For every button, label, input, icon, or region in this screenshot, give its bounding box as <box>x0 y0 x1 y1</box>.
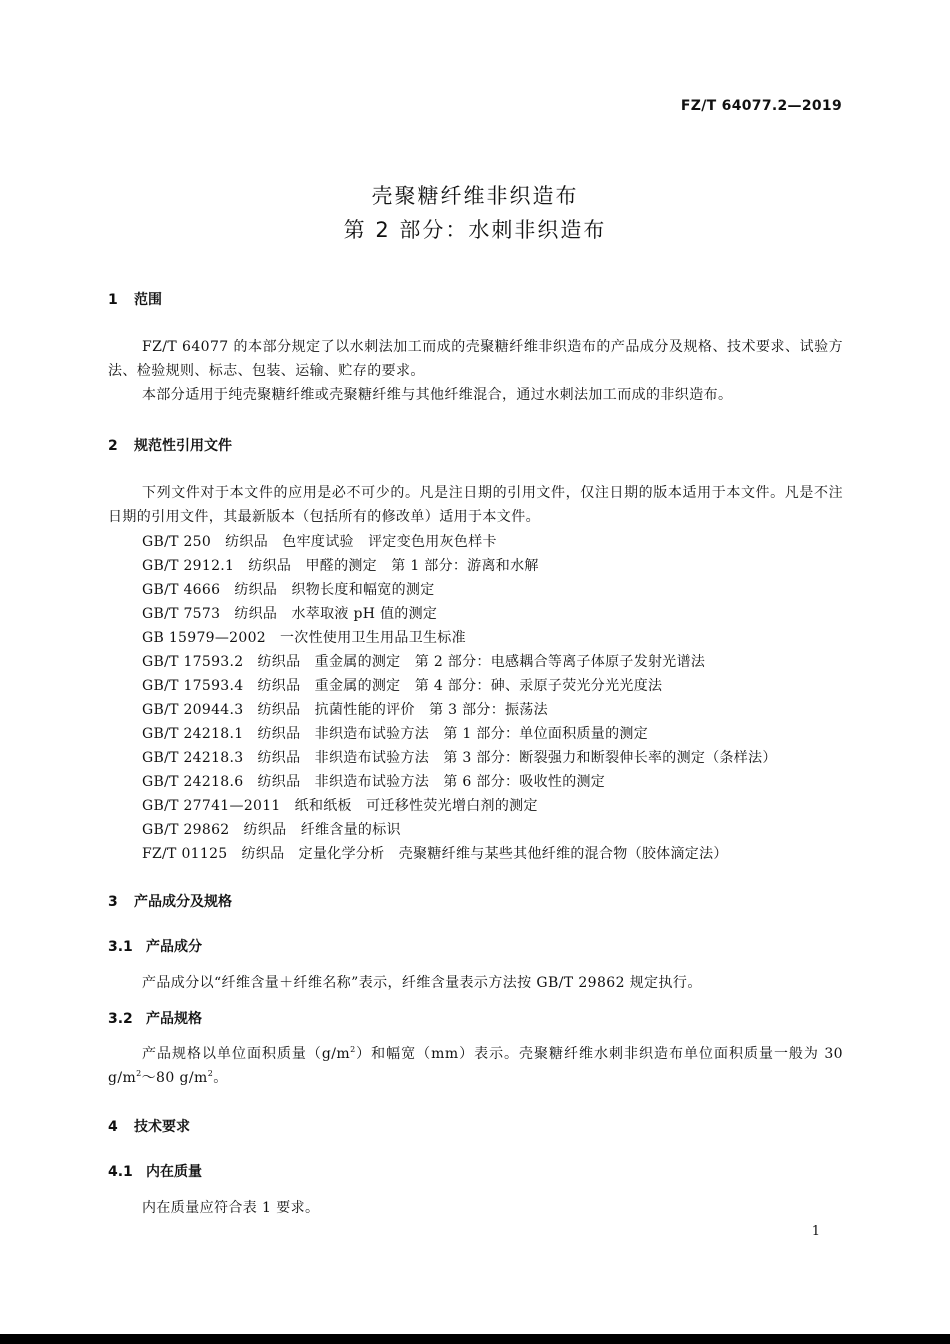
section-number: 3.1 <box>108 939 133 955</box>
reference-code: GB/T 7573 <box>142 606 221 622</box>
section-3-2-paragraph <box>108 1042 843 1090</box>
section-number: 4 <box>108 1119 118 1135</box>
reference-item <box>142 842 777 866</box>
reference-title: 纺织品 抗菌性能的评价 第 3 部分：振荡法 <box>257 702 548 718</box>
reference-code: GB 15979—2002 <box>142 630 266 646</box>
reference-title: 纺织品 甲醛的测定 第 1 部分：游离和水解 <box>248 558 539 574</box>
reference-title: 纺织品 非织造布试验方法 第 1 部分：单位面积质量的测定 <box>257 726 648 742</box>
document-title: 壳聚糖纤维非织造布 <box>371 184 579 208</box>
reference-item <box>142 602 777 626</box>
superscript: 2 <box>136 1069 142 1078</box>
reference-code: GB/T 20944.3 <box>142 702 244 718</box>
superscript: 2 <box>350 1045 356 1054</box>
reference-title: 纺织品 重金属的测定 第 2 部分：电感耦合等离子体原子发射光谱法 <box>257 654 706 670</box>
reference-item <box>142 698 777 722</box>
reference-code: GB/T 24218.3 <box>142 750 244 766</box>
section-4-1-paragraph: 内在质量应符合表 1 要求。 <box>142 1200 320 1216</box>
section-2-paragraph-1: 下列文件对于本文件的应用是必不可少的。凡是注日期的引用文件，仅注日期的版本适用于本文件。凡是不注日期的引用文件，其最新版本（包括所有的修改单）适用于本文件。 <box>108 485 843 525</box>
section-number: 2 <box>108 438 118 454</box>
section-number: 4.1 <box>108 1164 133 1180</box>
paragraph-text: 产品规格以单位面积质量（g/m <box>142 1046 351 1062</box>
section-title: 产品成分及规格 <box>134 894 232 910</box>
reference-title: 纺织品 纤维含量的标识 <box>243 822 401 838</box>
reference-item <box>142 674 777 698</box>
reference-code: GB/T 29862 <box>142 822 230 838</box>
reference-title: 纺织品 非织造布试验方法 第 3 部分：断裂强力和断裂伸长率的测定（条样法） <box>257 750 777 766</box>
reference-code: GB/T 24218.1 <box>142 726 244 742</box>
section-3-1-heading <box>108 936 202 956</box>
section-number: 3 <box>108 894 118 910</box>
section-1-paragraph-2: 本部分适用于纯壳聚糖纤维或壳聚糖纤维与其他纤维混合，通过水刺法加工而成的非织造布。 <box>142 387 733 403</box>
normative-references-list <box>142 530 777 866</box>
page-bottom-edge <box>0 1334 950 1344</box>
reference-title: 一次性使用卫生用品卫生标准 <box>280 630 466 646</box>
reference-title: 纺织品 水萃取液 pH 值的测定 <box>234 606 438 622</box>
reference-item <box>142 650 777 674</box>
section-title: 规范性引用文件 <box>134 438 232 454</box>
section-3-heading <box>108 891 232 911</box>
reference-code: GB/T 2912.1 <box>142 558 235 574</box>
section-title: 范围 <box>134 292 162 308</box>
section-title: 产品规格 <box>146 1011 202 1027</box>
section-title: 产品成分 <box>146 939 202 955</box>
reference-item <box>142 554 777 578</box>
reference-item <box>142 794 777 818</box>
standard-code: FZ/T 64077.2—2019 <box>680 98 842 114</box>
section-3-2-heading <box>108 1008 202 1028</box>
reference-title: 纺织品 定量化学分析 壳聚糖纤维与某些其他纤维的混合物（胶体滴定法） <box>241 846 728 862</box>
reference-title: 纺织品 织物长度和幅宽的测定 <box>234 582 435 598</box>
superscript: 2 <box>207 1069 214 1078</box>
section-4-1-heading <box>108 1161 202 1181</box>
section-3-1-paragraph: 产品成分以“纤维含量＋纤维名称”表示，纤维含量表示方法按 GB/T 29862 规定执行。 <box>142 975 702 991</box>
section-1-paragraph-1: FZ/T 64077 的本部分规定了以水刺法加工而成的壳聚糖纤维非织造布的产品成分及规格、技术要求、试验方法、检验规则、标志、包装、运输、贮存的要求。 <box>108 339 843 379</box>
reference-code: FZ/T 01125 <box>142 846 228 862</box>
reference-code: GB/T 17593.2 <box>142 654 244 670</box>
reference-code: GB/T 24218.6 <box>142 774 244 790</box>
paragraph-text: ～80 g/m <box>141 1070 208 1086</box>
section-1-heading <box>108 289 162 309</box>
section-4-heading <box>108 1116 190 1136</box>
reference-code: GB/T 27741—2011 <box>142 798 281 814</box>
section-number: 3.2 <box>108 1011 133 1027</box>
page-number: 1 <box>811 1224 820 1239</box>
reference-title: 纺织品 重金属的测定 第 4 部分：砷、汞原子荧光分光光度法 <box>257 678 663 694</box>
paragraph-text: 。 <box>213 1070 228 1086</box>
reference-item <box>142 746 777 770</box>
reference-item <box>142 578 777 602</box>
reference-code: GB/T 250 <box>142 534 212 550</box>
reference-item <box>142 770 777 794</box>
reference-item <box>142 722 777 746</box>
section-title: 内在质量 <box>146 1164 202 1180</box>
document-subtitle: 第 2 部分：水刺非织造布 <box>343 218 607 242</box>
section-number: 1 <box>108 292 118 308</box>
reference-title: 纺织品 非织造布试验方法 第 6 部分：吸收性的测定 <box>257 774 606 790</box>
reference-title: 纺织品 色牢度试验 评定变色用灰色样卡 <box>225 534 497 550</box>
reference-code: GB/T 4666 <box>142 582 221 598</box>
reference-title: 纸和纸板 可迁移性荧光增白剂的测定 <box>294 798 538 814</box>
reference-item <box>142 530 777 554</box>
section-title: 技术要求 <box>134 1119 190 1135</box>
reference-code: GB/T 17593.4 <box>142 678 244 694</box>
section-2-heading <box>108 435 232 455</box>
paragraph-text: ）和幅宽（mm）表示。壳聚糖纤维水刺非织造布单位面积质量一般为 30 g/m <box>108 1046 843 1086</box>
reference-item <box>142 626 777 650</box>
reference-item <box>142 818 777 842</box>
